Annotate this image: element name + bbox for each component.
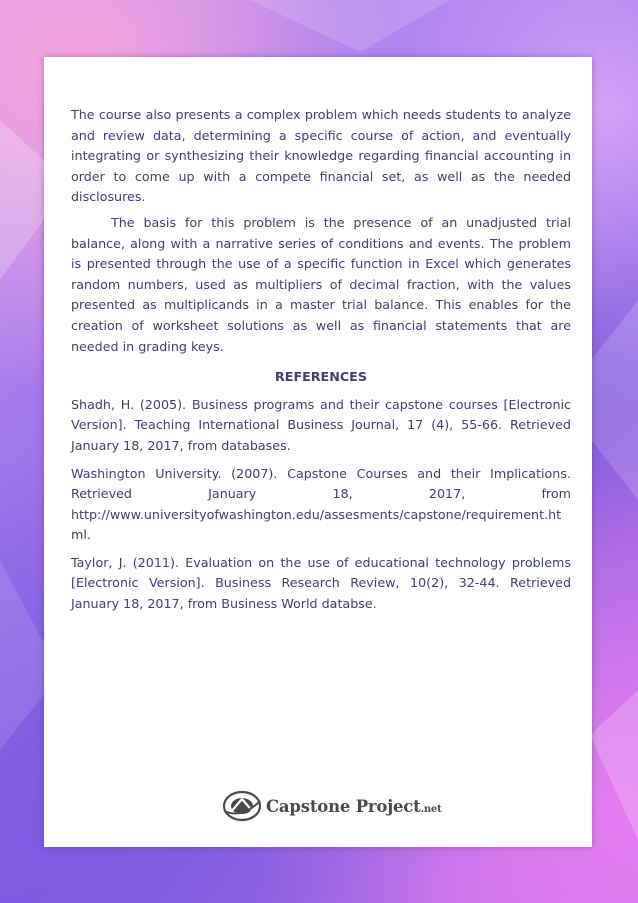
reference-2 <box>71 464 571 546</box>
logo-text <box>266 797 442 816</box>
reference-2-word: January <box>208 486 257 502</box>
reference-3: Taylor, J. (2011). Evaluation on the use of educational technology problems [Electronic Version]. Business Research Review, 10(2), 32-44. Retrieved January 18, 2017, from Business World databse. <box>71 554 571 612</box>
reference-2-word: from <box>541 486 571 502</box>
document-page <box>44 57 592 847</box>
document-content <box>71 105 571 622</box>
background-facet <box>590 690 638 840</box>
reference-2-word: 2017, <box>428 486 466 502</box>
capstone-logo-icon <box>222 789 262 823</box>
body-paragraph-1: The course also presents a complex problem which needs students to analyze and review data, determining a specific course of action, and eventually integrating or synthesizing their knowledge regarding financial accounting in order to come up with a compete financial set, as well as the needed disclosures. <box>71 107 571 205</box>
logo-suffix: .net <box>420 803 442 815</box>
reference-2-word: Retrieved <box>71 486 132 502</box>
body-paragraph-2: The basis for this problem is the presence of an unadjusted trial balance, along with a narrative series of conditions and events. The problem is presented through the use of a specific function in Excel which generates random numbers, used as multipliers of decimal fraction, with the values presented as multiplicands in a master trial balance. This enables for the creation of worksheet solutions as well as financial statements that are needed in grading keys. <box>71 214 571 354</box>
references-heading: REFERENCES <box>275 369 367 385</box>
footer-logo <box>222 789 442 823</box>
reference-2-line-2 <box>71 484 571 505</box>
reference-2-word: 18, <box>332 486 353 502</box>
logo-name: Capstone Project <box>266 796 421 816</box>
background-facet <box>250 0 450 52</box>
reference-2-url: http://www.universityofwashington.edu/assesments/capstone/requirement.html. <box>71 506 562 543</box>
reference-1: Shadh, H. (2005). Business programs and their capstone courses [Electronic Version]. Teaching International Business Journal, 17 (4), 55-66. Retrieved January 18, 2017, from databases. <box>71 396 571 453</box>
reference-2-line-1: Washington University. (2007). Capstone Courses and their Implications. <box>71 465 571 481</box>
